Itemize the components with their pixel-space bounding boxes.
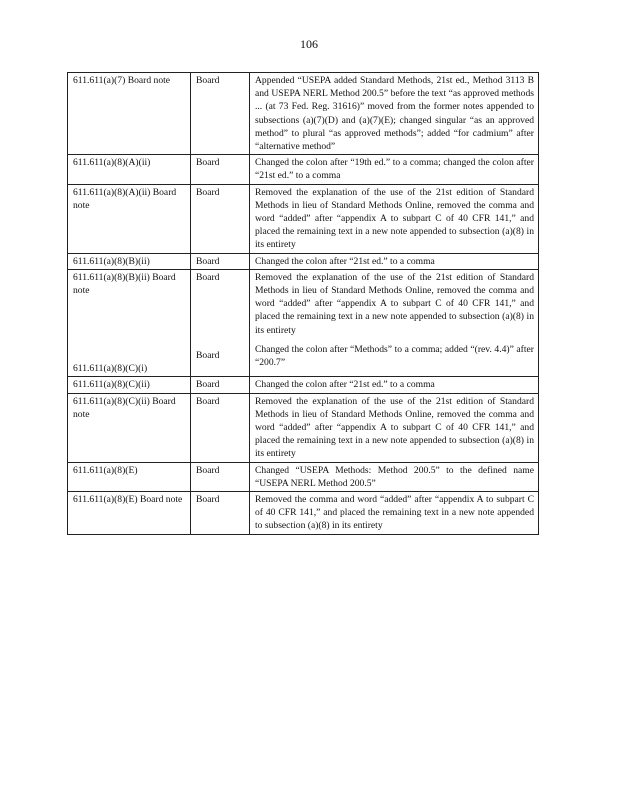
spacer xyxy=(196,323,245,336)
change-cell: Removed the explanation of the use of the 21st edition of Standard Methods in lieu of Standard Methods Online, removed the comma and word “added” after “appendix A to subpart C of 40 CFR 141,” and placed the remaining text in a new note appended to subsection (a)(8) in its entirety xyxy=(250,184,539,253)
section-cell: 611.611(a)(8)(E) Board note xyxy=(68,492,191,535)
section-cell: 611.611(a)(8)(A)(ii) Board note xyxy=(68,184,191,253)
change-cell: Removed the comma and word “added” after “appendix A to subpart C of 40 CFR 141,” and placed the remaining text in a new note appended to subsection (a)(8) in its entirety xyxy=(250,492,539,535)
source-cell: Board xyxy=(191,73,250,155)
table-row xyxy=(68,73,539,155)
section-cell: 611.611(a)(8)(C)(ii) xyxy=(68,377,191,393)
section-cell: 611.611(a)(8)(E) xyxy=(68,462,191,491)
change-cell: Changed “USEPA Methods: Method 200.5” to the defined name “USEPA NERL Method 200.5” xyxy=(250,462,539,491)
section-cell: 611.611(a)(8)(B)(ii) xyxy=(68,253,191,269)
section-cell: 611.611(a)(7) Board note xyxy=(68,73,191,155)
change-cell: Changed the colon after “21st ed.” to a comma xyxy=(250,253,539,269)
source-cell: Board xyxy=(191,253,250,269)
source-cell: Board xyxy=(191,492,250,535)
table-row xyxy=(68,269,539,377)
change-cell xyxy=(250,269,539,377)
source-cell: Board xyxy=(191,377,250,393)
source-cell: Board xyxy=(191,155,250,184)
spacer xyxy=(73,336,186,349)
table-row xyxy=(68,377,539,393)
change-text: Removed the explanation of the use of the 21st edition of Standard Methods in lieu of Standard Methods Online, removed the comma and word “added” after “appendix A to subpart C of 40 CFR 141,” and placed the remaining text in a new note appended to subsection (a)(8) in its entirety xyxy=(255,271,534,336)
change-cell: Changed the colon after “19th ed.” to a comma; changed the colon after “21st ed.” to a comma xyxy=(250,155,539,184)
section-text: 611.611(a)(8)(C)(i) xyxy=(73,363,148,375)
table-row xyxy=(68,253,539,269)
spacer xyxy=(196,336,245,349)
source-text: Board xyxy=(196,350,220,362)
table-row xyxy=(68,462,539,491)
spacer xyxy=(196,297,245,310)
table-row xyxy=(68,155,539,184)
source-text: Board xyxy=(196,271,220,283)
section-cell: 611.611(a)(8)(A)(ii) xyxy=(68,155,191,184)
spacer xyxy=(73,310,186,323)
table-row xyxy=(68,393,539,462)
table-row xyxy=(68,492,539,535)
change-cell: Removed the explanation of the use of the 21st edition of Standard Methods in lieu of Standard Methods Online, removed the comma and word “added” after “appendix A to subpart C of 40 CFR 141,” and placed the remaining text in a new note appended to subsection (a)(8) in its entirety xyxy=(250,393,539,462)
spacer xyxy=(73,349,186,362)
source-cell xyxy=(191,269,250,377)
page-number: 106 xyxy=(300,37,318,51)
section-cell xyxy=(68,269,191,377)
source-cell: Board xyxy=(191,393,250,462)
spacer xyxy=(73,297,186,310)
section-cell: 611.611(a)(8)(C)(ii) Board note xyxy=(68,393,191,462)
section-text: 611.611(a)(8)(B)(ii) Board note xyxy=(73,271,176,297)
spacer xyxy=(73,323,186,336)
spacer xyxy=(196,284,245,297)
change-text: Changed the colon after “Methods” to a comma; added “(rev. 4.4)” after “200.7” xyxy=(255,343,534,369)
source-cell: Board xyxy=(191,184,250,253)
table-row xyxy=(68,184,539,253)
changes-table xyxy=(67,72,539,535)
change-cell: Changed the colon after “21st ed.” to a comma xyxy=(250,377,539,393)
source-cell: Board xyxy=(191,462,250,491)
spacer xyxy=(196,310,245,323)
change-cell: Appended “USEPA added Standard Methods, 21st ed., Method 3113 B and USEPA NERL Method 200.5” before the text “as approved methods ... (at 73 Fed. Reg. 31616)” moved from the former notes appended to subsections (a)(7)(D) and (a)(7)(E); changed singular “as an approved method” to plural “as approved methods”; added “for cadmium” after “alternative method” xyxy=(250,73,539,155)
